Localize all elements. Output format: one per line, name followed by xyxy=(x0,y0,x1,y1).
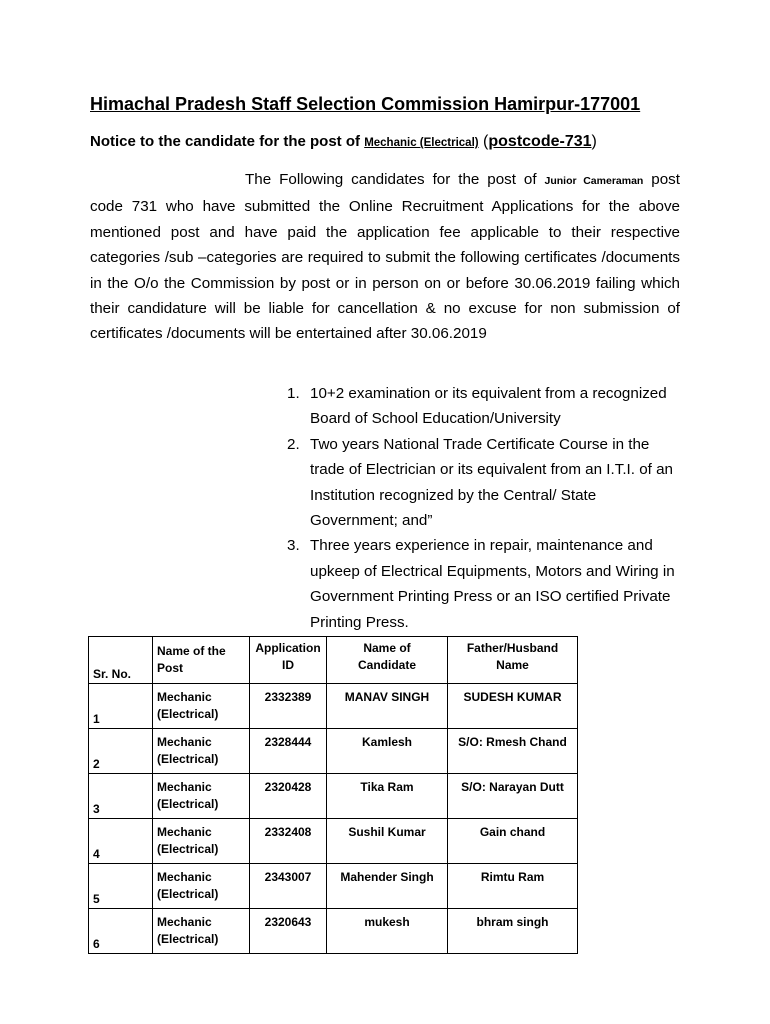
requirement-item xyxy=(287,533,677,635)
requirement-number: 1. xyxy=(287,385,300,402)
cell-candidate-name: Kamlesh xyxy=(327,729,448,774)
cell-father-name: Rimtu Ram xyxy=(448,864,578,909)
header-sr-no: Sr. No. xyxy=(89,637,153,684)
cell-application-id: 2328444 xyxy=(250,729,327,774)
cell-candidate-name: mukesh xyxy=(327,909,448,954)
table-row xyxy=(89,819,578,864)
body-rest: post code 731 who have submitted the Online Recruitment Applications for the above mentioned post and have paid the application fee applicable to their respective categories /sub –categories are required to submit the following certificates /documents in the O/o the Commission by post or in person on or before 30.06.2019 failing which their candidature will be liable for cancellation & no excuse for non submission of certificates /documents will be entertained after 30.06.2019 xyxy=(90,171,680,343)
cell-father-name: bhram singh xyxy=(448,909,578,954)
cell-application-id: 2320643 xyxy=(250,909,327,954)
table-row xyxy=(89,909,578,954)
cell-post-line1: Mechanic xyxy=(157,915,212,929)
table-header-row xyxy=(89,637,578,684)
subtitle-prefix: Notice to the candidate for the post of xyxy=(90,133,365,150)
notice-subtitle xyxy=(90,133,597,151)
cell-sr-no: 1 xyxy=(89,684,153,729)
table-row xyxy=(89,864,578,909)
table-row xyxy=(89,774,578,819)
cell-post-line2: (Electrical) xyxy=(157,842,219,856)
cell-candidate-name: Sushil Kumar xyxy=(327,819,448,864)
cell-application-id: 2332389 xyxy=(250,684,327,729)
cell-application-id: 2320428 xyxy=(250,774,327,819)
requirement-item xyxy=(287,381,677,432)
cell-father-name: S/O: Rmesh Chand xyxy=(448,729,578,774)
cell-post-line1: Mechanic xyxy=(157,870,212,884)
cell-father-name: SUDESH KUMAR xyxy=(448,684,578,729)
cell-sr-no: 5 xyxy=(89,864,153,909)
cell-post xyxy=(153,864,250,909)
body-post-name: Junior Cameraman xyxy=(544,175,644,187)
header-father-name xyxy=(448,637,578,684)
cell-post-line2: (Electrical) xyxy=(157,752,219,766)
cell-post xyxy=(153,684,250,729)
header-father-line1: Father/Husband xyxy=(466,641,559,655)
requirement-text: 10+2 examination or its equivalent from a recognized Board of School Education/University xyxy=(310,385,667,428)
cell-post-line2: (Electrical) xyxy=(157,932,219,946)
requirement-text: Three years experience in repair, maintenance and upkeep of Electrical Equipments, Motors and Wiring in Government Printing Press or an ISO certified Private Printing Press. xyxy=(310,537,675,631)
cell-post-line1: Mechanic xyxy=(157,825,212,839)
cell-sr-no: 6 xyxy=(89,909,153,954)
cell-post xyxy=(153,774,250,819)
header-post xyxy=(153,637,250,684)
requirement-text: Two years National Trade Certificate Course in the trade of Electrician or its equivalent from an I.T.I. of an Institution recognized by the Central/ State Government; and” xyxy=(310,435,673,530)
cell-post-line1: Mechanic xyxy=(157,735,212,749)
cell-post-line2: (Electrical) xyxy=(157,887,219,901)
header-candidate-name xyxy=(327,637,448,684)
cell-post-line1: Mechanic xyxy=(157,690,212,704)
subtitle-close-paren: ) xyxy=(591,133,597,150)
cell-candidate-name: MANAV SINGH xyxy=(327,684,448,729)
cell-post xyxy=(153,729,250,774)
notice-body xyxy=(90,167,680,347)
header-name-line1: Name of xyxy=(363,641,411,655)
requirements-list xyxy=(287,381,677,635)
header-post-line1: Name of the xyxy=(157,644,226,658)
cell-sr-no: 2 xyxy=(89,729,153,774)
header-app-line1: Application xyxy=(255,641,321,655)
header-name-line2: Candidate xyxy=(357,658,416,672)
requirement-number: 2. xyxy=(287,435,300,453)
cell-candidate-name: Mahender Singh xyxy=(327,864,448,909)
candidates-table xyxy=(88,636,578,954)
subtitle-postcode: postcode-731 xyxy=(488,133,592,150)
cell-application-id: 2332408 xyxy=(250,819,327,864)
body-first: The Following candidates for the post of xyxy=(245,171,545,188)
cell-candidate-name: Tika Ram xyxy=(327,774,448,819)
table-row xyxy=(89,729,578,774)
page-title: Himachal Pradesh Staff Selection Commission Hamirpur-177001 xyxy=(90,94,641,114)
cell-post-line1: Mechanic xyxy=(157,780,212,794)
cell-post xyxy=(153,819,250,864)
cell-post-line2: (Electrical) xyxy=(157,707,219,721)
cell-post-line2: (Electrical) xyxy=(157,797,219,811)
table-row xyxy=(89,684,578,729)
cell-post xyxy=(153,909,250,954)
header-father-line2: Name xyxy=(496,658,529,672)
cell-father-name: S/O: Narayan Dutt xyxy=(448,774,578,819)
requirement-number: 3. xyxy=(287,537,300,555)
subtitle-open-paren: ( xyxy=(478,133,489,150)
header-application-id xyxy=(250,637,327,684)
cell-sr-no: 4 xyxy=(89,819,153,864)
requirement-item xyxy=(287,432,677,534)
cell-father-name: Gain chand xyxy=(448,819,578,864)
cell-sr-no: 3 xyxy=(89,774,153,819)
cell-application-id: 2343007 xyxy=(250,864,327,909)
subtitle-post: Mechanic (Electrical) xyxy=(364,137,479,149)
header-app-line2: ID xyxy=(282,658,294,672)
header-post-line2: Post xyxy=(157,661,184,675)
